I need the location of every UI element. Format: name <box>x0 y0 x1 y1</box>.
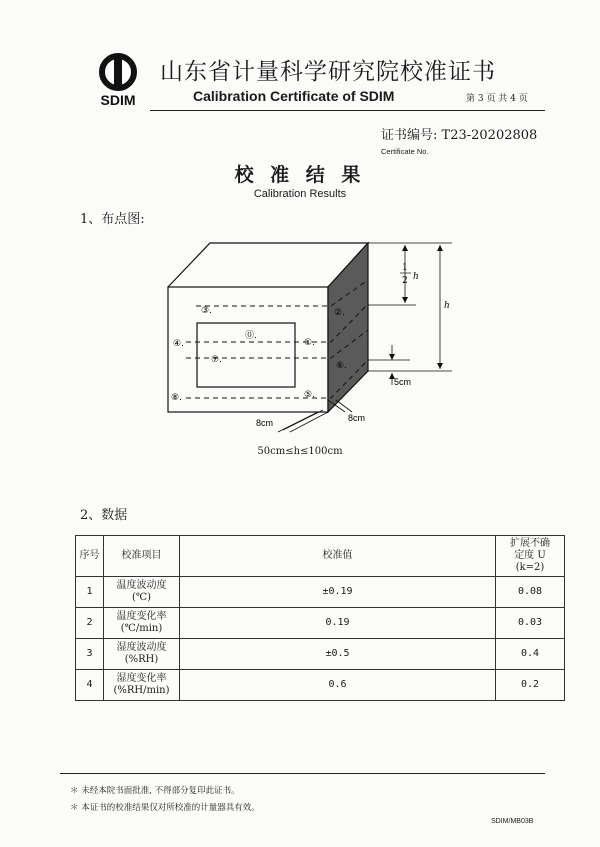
row-value: 0.6 <box>180 670 496 701</box>
row-value: 0.19 <box>180 608 496 639</box>
footer-note-1: ＊ 未经本院书面批准, 不得部分复印此证书。 <box>70 786 240 796</box>
calibration-data-table <box>75 535 565 701</box>
row-uncertainty: 0.4 <box>496 639 565 670</box>
row-uncertainty: 0.2 <box>496 670 565 701</box>
row-no: 2 <box>76 608 104 639</box>
page-info: 第 3 页 共 4 页 <box>466 94 528 104</box>
row-no: 3 <box>76 639 104 670</box>
section2-heading: 2、数据 <box>80 508 128 523</box>
bottom-8cm-left-label: 8cm <box>256 418 274 428</box>
point-4-label: ④. <box>173 339 184 349</box>
row-uncertainty: 0.08 <box>496 577 565 608</box>
row-value: ±0.19 <box>180 577 496 608</box>
row-item: 温度变化率 (℃/min) <box>104 608 180 639</box>
row-uncertainty: 0.03 <box>496 608 565 639</box>
footer-rule <box>60 773 545 774</box>
certificate-value: T23-20202808 <box>441 128 538 143</box>
page-title-en: Calibration Results <box>253 188 347 200</box>
height-range: 50cm≤h≤100cm <box>257 446 343 457</box>
table-row <box>76 670 565 701</box>
header-rule <box>150 110 545 111</box>
point-layout-diagram <box>150 232 470 458</box>
col-no-header: 序号 <box>76 536 104 577</box>
half-h-label: h <box>413 272 419 282</box>
point-1-label: ①. <box>304 338 315 348</box>
table-row <box>76 608 565 639</box>
org-name-zh: 山东省计量科学研究院校准证书 <box>160 59 496 85</box>
page-title: 校 准 结 果 <box>234 164 366 186</box>
footer-note-2: ＊ 本证书的校准结果仅对所校准的计量器具有效。 <box>70 803 260 813</box>
sdim-logo <box>92 52 144 108</box>
half-denominator: 2 <box>402 276 408 286</box>
certificate-number <box>381 124 537 143</box>
point-2-label: ②. <box>334 308 345 318</box>
certificate-label-en: Certificate No. <box>381 147 429 156</box>
row-item: 湿度波动度 (%RH) <box>104 639 180 670</box>
point-0-label: ⓪. <box>245 331 257 341</box>
bottom-8cm-right-label: 8cm <box>348 413 366 423</box>
h-label: h <box>444 301 450 311</box>
form-code: SDIM/MB03B <box>491 818 534 825</box>
col-uncertainty-header: 扩展不确 定度 U (k=2) <box>496 536 565 577</box>
point-6-label: ⑥. <box>336 361 347 371</box>
side-5cm-label: 5cm <box>394 377 412 387</box>
org-name-en: Calibration Certificate of SDIM <box>193 88 395 104</box>
table-row <box>76 639 565 670</box>
point-5-label: ⑤. <box>304 390 315 400</box>
half-numerator: 1 <box>402 263 408 273</box>
table-header-row <box>76 536 565 577</box>
logo-text: SDIM <box>100 92 136 108</box>
row-item: 湿度变化率 (%RH/min) <box>104 670 180 701</box>
point-8-label: ⑧. <box>171 393 182 403</box>
section1-heading: 1、布点图: <box>80 212 145 227</box>
row-no: 4 <box>76 670 104 701</box>
certificate-label: 证书编号: <box>381 128 438 143</box>
table-row <box>76 577 565 608</box>
col-item-header: 校准项目 <box>104 536 180 577</box>
row-item: 温度波动度 (℃) <box>104 577 180 608</box>
col-value-header: 校准值 <box>180 536 496 577</box>
row-value: ±0.5 <box>180 639 496 670</box>
point-3-label: ③. <box>201 306 212 316</box>
row-no: 1 <box>76 577 104 608</box>
point-7-label: ⑦. <box>211 355 222 365</box>
